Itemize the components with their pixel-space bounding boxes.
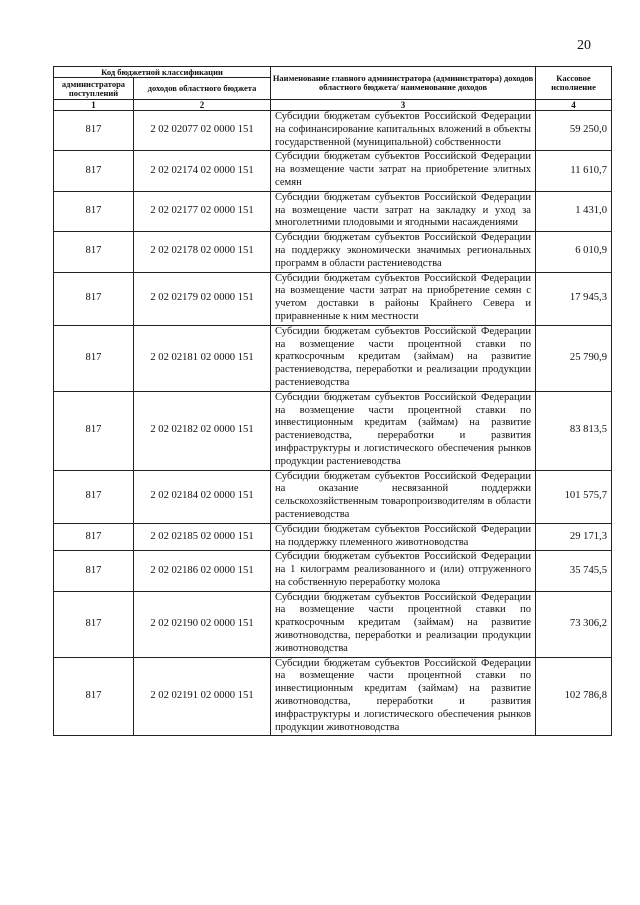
header-col-number-4: 4 — [536, 100, 612, 111]
income-name-cell: Субсидии бюджетам субъектов Российской Федерации на возмещение части процентной ставки по краткосрочным кредитам (займам) на развитие растениеводства, переработки и реализации продукции растениеводства — [271, 325, 536, 391]
table-row — [54, 232, 612, 272]
admin-code-cell: 817 — [54, 551, 134, 591]
income-code-cell: 2 02 02185 02 0000 151 — [134, 523, 271, 551]
income-code-cell: 2 02 02179 02 0000 151 — [134, 272, 271, 325]
income-code-cell: 2 02 02077 02 0000 151 — [134, 111, 271, 151]
income-code-cell: 2 02 02181 02 0000 151 — [134, 325, 271, 391]
table-row — [54, 111, 612, 151]
admin-code-cell: 817 — [54, 151, 134, 191]
admin-code-cell: 817 — [54, 523, 134, 551]
income-code-cell: 2 02 02182 02 0000 151 — [134, 391, 271, 470]
income-name-cell: Субсидии бюджетам субъектов Российской Федерации на софинансирование капитальных вложений в объекты государственной (муниципальной) собственности — [271, 111, 536, 151]
admin-code-cell: 817 — [54, 657, 134, 736]
income-name-cell: Субсидии бюджетам субъектов Российской Федерации на возмещение части затрат на приобретение элитных семян — [271, 151, 536, 191]
income-name-cell: Субсидии бюджетам субъектов Российской Федерации на возмещение части процентной ставки по инвестиционным кредитам (займам) на развитие растениеводства, переработки и развития инфраструктуры и логистического обеспечения рынков продукции растениеводства — [271, 391, 536, 470]
amount-cell: 73 306,2 — [536, 591, 612, 657]
header-col-number-1: 1 — [54, 100, 134, 111]
income-code-cell: 2 02 02178 02 0000 151 — [134, 232, 271, 272]
income-name-cell: Субсидии бюджетам субъектов Российской Федерации на возмещение части затрат на закладку и уход за многолетними плодовыми и ягодными насаждениями — [271, 191, 536, 231]
table-row — [54, 591, 612, 657]
table-row — [54, 191, 612, 231]
amount-cell: 25 790,9 — [536, 325, 612, 391]
header-admin: администратора поступлений — [54, 78, 134, 100]
admin-code-cell: 817 — [54, 111, 134, 151]
header-col-number-2: 2 — [134, 100, 271, 111]
income-code-cell: 2 02 02184 02 0000 151 — [134, 470, 271, 523]
table-row — [54, 523, 612, 551]
admin-code-cell: 817 — [54, 272, 134, 325]
admin-code-cell: 817 — [54, 391, 134, 470]
income-code-cell: 2 02 02177 02 0000 151 — [134, 191, 271, 231]
amount-cell: 83 813,5 — [536, 391, 612, 470]
header-income-code: доходов областного бюджета — [134, 78, 271, 100]
table-row — [54, 391, 612, 470]
amount-cell: 59 250,0 — [536, 111, 612, 151]
amount-cell: 11 610,7 — [536, 151, 612, 191]
table-row — [54, 551, 612, 591]
income-code-cell: 2 02 02174 02 0000 151 — [134, 151, 271, 191]
budget-table — [53, 66, 612, 736]
table-row — [54, 470, 612, 523]
admin-code-cell: 817 — [54, 191, 134, 231]
income-name-cell: Субсидии бюджетам субъектов Российской Федерации на поддержку экономически значимых региональных программ в области растениеводства — [271, 232, 536, 272]
income-name-cell: Субсидии бюджетам субъектов Российской Федерации на возмещение части затрат на приобретение семян с учетом доставки в районы Крайнего Севера и приравненные к ним местности — [271, 272, 536, 325]
amount-cell: 17 945,3 — [536, 272, 612, 325]
table-row — [54, 151, 612, 191]
income-code-cell: 2 02 02186 02 0000 151 — [134, 551, 271, 591]
admin-code-cell: 817 — [54, 232, 134, 272]
table-row — [54, 325, 612, 391]
amount-cell: 102 786,8 — [536, 657, 612, 736]
income-name-cell: Субсидии бюджетам субъектов Российской Федерации на оказание несвязанной поддержки сельскохозяйственным товаропроизводителям в области растениеводства — [271, 470, 536, 523]
page-number: 20 — [577, 38, 591, 53]
table-row — [54, 272, 612, 325]
header-classification-code: Код бюджетной классификации — [54, 67, 271, 78]
income-name-cell: Субсидии бюджетам субъектов Российской Федерации на возмещение части процентной ставки по краткосрочным кредитам (займам) на развитие животноводства, переработки и реализации продукции животноводства — [271, 591, 536, 657]
income-name-cell: Субсидии бюджетам субъектов Российской Федерации на возмещение части процентной ставки по инвестиционным кредитам (займам) на развитие животноводства, переработки и развития инфраструктуры и логистического обеспечения рынков продукции животноводства — [271, 657, 536, 736]
income-name-cell: Субсидии бюджетам субъектов Российской Федерации на поддержку племенного животноводства — [271, 523, 536, 551]
amount-cell: 1 431,0 — [536, 191, 612, 231]
admin-code-cell: 817 — [54, 591, 134, 657]
amount-cell: 6 010,9 — [536, 232, 612, 272]
income-code-cell: 2 02 02191 02 0000 151 — [134, 657, 271, 736]
header-cash-execution: Кассовое исполнение — [536, 67, 612, 100]
header-name: Наименование главного администратора (администратора) доходов областного бюджета/ наименование доходов — [271, 67, 536, 100]
header-col-number-3: 3 — [271, 100, 536, 111]
amount-cell: 29 171,3 — [536, 523, 612, 551]
income-name-cell: Субсидии бюджетам субъектов Российской Федерации на 1 килограмм реализованного и (или) отгруженного на собственную переработку молока — [271, 551, 536, 591]
admin-code-cell: 817 — [54, 470, 134, 523]
amount-cell: 101 575,7 — [536, 470, 612, 523]
admin-code-cell: 817 — [54, 325, 134, 391]
amount-cell: 35 745,5 — [536, 551, 612, 591]
income-code-cell: 2 02 02190 02 0000 151 — [134, 591, 271, 657]
table-row — [54, 657, 612, 736]
